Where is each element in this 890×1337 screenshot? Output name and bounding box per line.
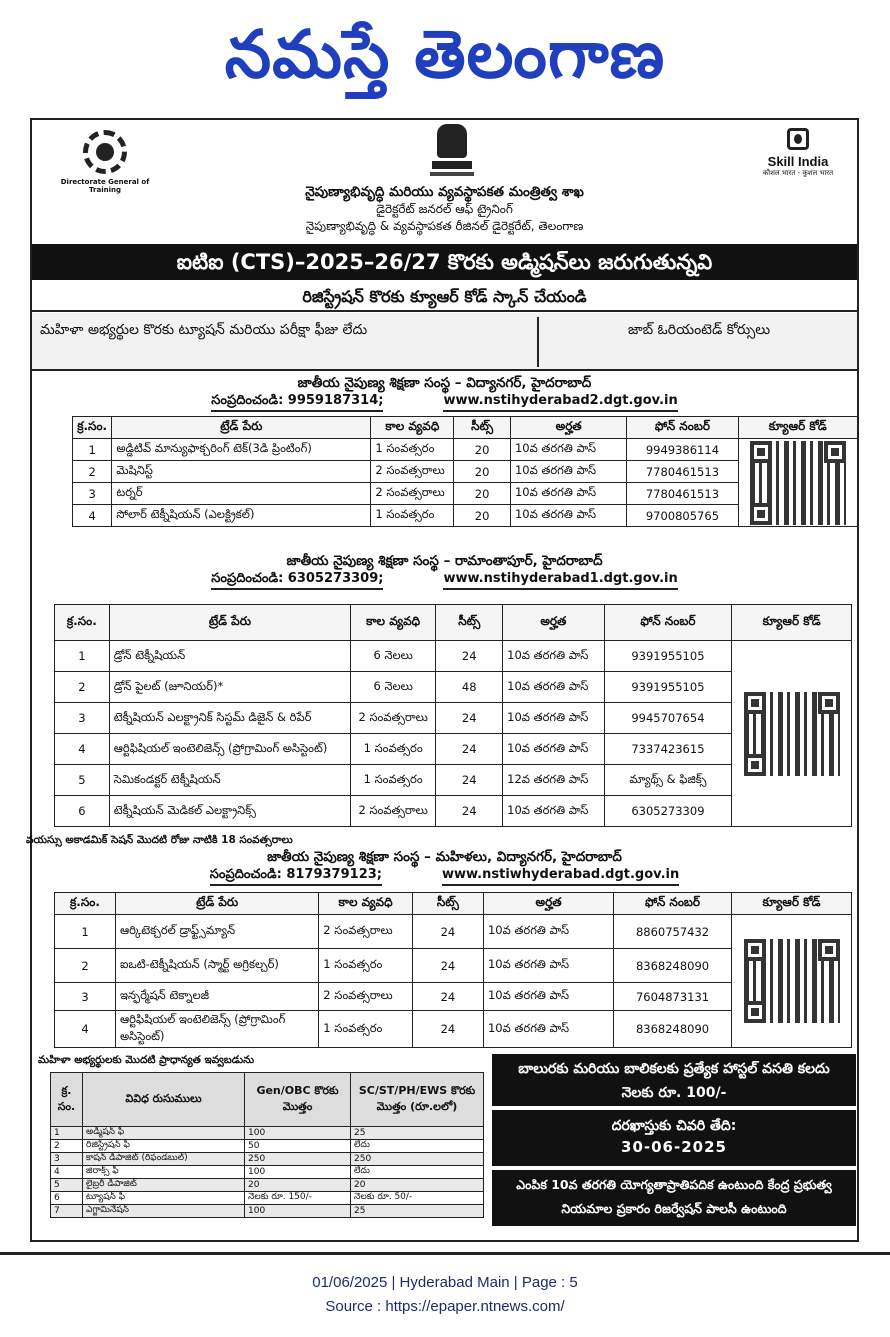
gen-amount: 100 (245, 1205, 351, 1218)
sno: 4 (55, 1011, 116, 1048)
sno: 3 (55, 703, 110, 734)
duration: 6 నెలలు (351, 672, 436, 703)
footer-date-line: 01/06/2025 | Hyderabad Main | Page : 5 (312, 1274, 578, 1291)
duration: 1 సంవత్సరం (319, 1011, 413, 1048)
seats: 24 (436, 703, 503, 734)
ministry-name: నైపుణ్యాభివృద్ధి మరియు వ్యవస్థాపకత మంత్రిత్వ శాఖ (305, 184, 584, 200)
seats: 24 (412, 949, 483, 983)
col-header: క్ర.సం. (55, 893, 116, 915)
sc-amount: 25 (351, 1205, 484, 1218)
qr-code-icon[interactable] (750, 441, 846, 525)
institute-name: జాతీయ నైపుణ్య శిక్షణా సంస్థ – విద్యానగర్, హైదరాబాద్ (297, 375, 592, 391)
sc-amount: నెలకు రూ. 50/- (351, 1192, 484, 1205)
trade-name: ఐఒటి-టెక్నీషియన్ (స్మార్ట్ అగ్రికల్చర్) (115, 949, 318, 983)
qualification: 10వ తరగతి పాస్ (503, 796, 604, 827)
trade-name: ఆర్టిఫిషియల్ ఇంటెలిజెన్స్ (ప్రోగ్రామింగ్ అసిస్టెంట్) (115, 1011, 318, 1048)
fees-row (51, 1153, 484, 1166)
qualification: 10వ తరగతి పాస్ (483, 915, 613, 949)
deadline-date: 30-06-2025 (621, 1138, 727, 1156)
dgt-caption: Directorate General of Training (60, 178, 150, 194)
phone: 7604873131 (614, 983, 732, 1011)
fee-item: రిజిస్ట్రేషన్ ఫీ (83, 1140, 245, 1153)
trade-name: మెషినిస్ట్ (112, 461, 371, 483)
phone: 9949386114 (627, 439, 738, 461)
qr-cell (732, 641, 852, 827)
col-header: కాల వ్యవధి (371, 417, 454, 439)
fees-row (51, 1192, 484, 1205)
institute-heading (32, 374, 857, 412)
hostel-notice: బాలురకు మరియు బాలికలకు ప్రత్యేక హాస్టల్ వసతి కలదు నెలకు రూ. 100/- (492, 1054, 856, 1106)
qr-code-icon[interactable] (744, 939, 840, 1023)
job-oriented-notice: జాబ్ ఓరియంటెడ్ కోర్సులు (627, 322, 771, 338)
phone: 8368248090 (614, 1011, 732, 1048)
phone: మ్యాథ్స్ & ఫిజిక్స్ (604, 765, 732, 796)
sno: 4 (73, 505, 112, 527)
gen-amount: 50 (245, 1140, 351, 1153)
masthead (0, 0, 890, 110)
qualification: 10వ తరగతి పాస్ (510, 505, 626, 527)
duration: 2 సంవత్సరాలు (371, 483, 454, 505)
trade-name: సెమికండక్టర్ టెక్నీషియన్ (109, 765, 350, 796)
trade-name: డ్రోన్ పైలట్ (జూనియర్)* (109, 672, 350, 703)
sno: 2 (73, 461, 112, 483)
fees-col-header: SC/ST/PH/EWS కొరకు మొత్తం (రూ.లలో) (351, 1073, 484, 1127)
duration: 1 సంవత్సరం (371, 439, 454, 461)
skill-india-tagline: कौशल भारत - कुशल भारत (762, 169, 834, 177)
regional-directorate: నైపుణ్యాభివృద్ధి & వ్యవస్థాపకత రీజినల్ డైరెక్టరేట్, తెలంగాణ (305, 219, 584, 233)
sc-amount: లేదు (351, 1140, 484, 1153)
phone: 9700805765 (627, 505, 738, 527)
sno: 5 (55, 765, 110, 796)
header-block (32, 184, 857, 235)
seats: 24 (412, 1011, 483, 1048)
qualification: 10వ తరగతి పాస్ (510, 461, 626, 483)
col-header: కాల వ్యవధి (319, 893, 413, 915)
footer-source-line: Source : https://epaper.ntnews.com/ (325, 1298, 565, 1315)
institute-contact (32, 866, 857, 886)
qualification: 10వ తరగతి పాస్ (503, 734, 604, 765)
trade-name: ఆర్టిఫిషియల్ ఇంటెలిజెన్స్ (ప్రోగ్రామింగ్ అసిస్టెంట్) (109, 734, 350, 765)
women-priority-note: మహిళా అభ్యర్థులకు మొదటి ప్రాధాన్యత ఇవ్వబడును (38, 1054, 255, 1066)
trade-name: టెక్నీషియన్ ఎలక్ట్రానిక్ సిస్టమ్ డిజైన్ & రిపేర్ (109, 703, 350, 734)
duration: 1 సంవత్సరం (371, 505, 454, 527)
selection-notice: ఎంపిక 10వ తరగతి యోగ్యతాప్రాతిపదిక ఉంటుంది కేంద్ర ప్రభుత్వ నియమాల ప్రకారం రిజర్వేషన్ పాలసీ ఉంటుంది (492, 1170, 856, 1226)
sno: 4 (51, 1166, 83, 1179)
skill-india-logo (753, 128, 843, 178)
trade-name: సోలార్ టెక్నీషియన్ (ఎలక్ట్రికల్) (112, 505, 371, 527)
trade-name: ఇన్ఫర్మేషన్ టెక్నాలజీ (115, 983, 318, 1011)
women-fee-notice: మహిళా అభ్యర్థుల కొరకు ట్యూషన్ మరియు పరీక్షా ఫీజు లేదు (40, 322, 368, 338)
sno: 5 (51, 1179, 83, 1192)
fees-col-header: క్ర. సం. (51, 1073, 83, 1127)
fees-row (51, 1179, 484, 1192)
col-header: అర్హత (503, 605, 604, 641)
col-header: క్యూఆర్ కోడ్ (732, 605, 852, 641)
fees-col-header: వివిధ రుసుములు (83, 1073, 245, 1127)
fees-col-header: Gen/OBC కొరకు మొత్తం (245, 1073, 351, 1127)
gen-amount: 100 (245, 1127, 351, 1140)
qualification: 10వ తరగతి పాస్ (510, 483, 626, 505)
seats: 24 (436, 765, 503, 796)
qualification: 10వ తరగతి పాస్ (503, 641, 604, 672)
qr-cell (738, 439, 857, 527)
gear-icon (83, 130, 127, 174)
duration: 2 సంవత్సరాలు (371, 461, 454, 483)
phone: 7780461513 (627, 483, 738, 505)
qr-cell (732, 915, 852, 1048)
phone: 7337423615 (604, 734, 732, 765)
sno: 2 (51, 1140, 83, 1153)
newspaper-name: నమస్తే తెలంగాణ (224, 15, 666, 93)
col-header: క్ర.సం. (73, 417, 112, 439)
contact-number: సంప్రదించండి: 9959187314; (211, 392, 383, 412)
sno: 3 (51, 1153, 83, 1166)
col-header: సీట్స్ (436, 605, 503, 641)
institute-name: జాతీయ నైపుణ్య శిక్షణా సంస్థ – మహిళలు, విద్యానగర్, హైదరాబాద్ (267, 849, 622, 865)
seats: 24 (412, 915, 483, 949)
phone: 8368248090 (614, 949, 732, 983)
fees-row (51, 1127, 484, 1140)
institute-contact (32, 392, 857, 412)
institute-heading (32, 552, 857, 590)
contact-number: సంప్రదించండి: 6305273309; (211, 570, 383, 590)
col-header: ట్రేడ్ పేరు (109, 605, 350, 641)
phone: 7780461513 (627, 461, 738, 483)
duration: 1 సంవత్సరం (319, 949, 413, 983)
institute-table (72, 416, 858, 527)
table-row (73, 439, 858, 461)
fee-item: లైబ్రరీ డిపాజిట్ (83, 1179, 245, 1192)
qualification: 10వ తరగతి పాస్ (510, 439, 626, 461)
fees-row (51, 1166, 484, 1179)
sc-amount: 250 (351, 1153, 484, 1166)
phone: 9945707654 (604, 703, 732, 734)
seats: 20 (454, 461, 511, 483)
seats: 24 (436, 734, 503, 765)
col-header: సీట్స్ (454, 417, 511, 439)
website-link[interactable]: www.nstihyderabad2.dgt.gov.in (443, 392, 677, 412)
qualification: 10వ తరగతి పాస్ (483, 949, 613, 983)
sno: 3 (55, 983, 116, 1011)
sno: 7 (51, 1205, 83, 1218)
seats: 48 (436, 672, 503, 703)
fees-table (50, 1072, 484, 1218)
duration: 1 సంవత్సరం (351, 765, 436, 796)
scan-qr-line: రిజిస్ట్రేషన్ కొరకు క్యూఆర్ కోడ్ స్కాన్ చేయండి (32, 282, 857, 312)
fees-row (51, 1140, 484, 1153)
table-row (55, 641, 852, 672)
footer-divider (0, 1252, 890, 1255)
sno: 1 (55, 641, 110, 672)
seats: 24 (412, 983, 483, 1011)
trade-name: ఆర్కిటెక్చరల్ డ్రాఫ్ట్స్‌మ్యాన్ (115, 915, 318, 949)
trade-name: టర్నర్ (112, 483, 371, 505)
contact-number: సంప్రదించండి: 8179379123; (210, 866, 382, 886)
institute-table (54, 892, 852, 1048)
qualification: 10వ తరగతి పాస్ (483, 1011, 613, 1048)
age-note: వయస్సు అకాడమిక్ సెషన్ మొదటి రోజు నాటికి 18 సంవత్సరాలు (26, 834, 293, 846)
skill-india-icon (787, 128, 809, 150)
institute-contact (32, 570, 857, 590)
qualification: 10వ తరగతి పాస్ (483, 983, 613, 1011)
trade-name: అడ్డిటివ్ మాన్యుఫాక్చరింగ్ టెక్(3డి ప్రింటింగ్) (112, 439, 371, 461)
gen-amount: 20 (245, 1179, 351, 1192)
directorate-name: డైరెక్టరేట్ జనరల్ ఆఫ్ ట్రైనింగ్ (376, 202, 513, 216)
col-header: ట్రేడ్ పేరు (115, 893, 318, 915)
col-header: క్ర.సం. (55, 605, 110, 641)
gen-amount: 250 (245, 1153, 351, 1166)
admission-banner: ఐటిఐ (CTS)–2025–26/27 కొరకు అడ్మిషన్‌లు జరుగుతున్నవి (32, 244, 857, 280)
institute-table (54, 604, 852, 827)
col-header: క్యూఆర్ కోడ్ (732, 893, 852, 915)
sno: 4 (55, 734, 110, 765)
sno: 1 (73, 439, 112, 461)
sno: 6 (55, 796, 110, 827)
institute-heading (32, 848, 857, 886)
sno: 2 (55, 672, 110, 703)
gen-amount: నెలకు రూ. 150/- (245, 1192, 351, 1205)
duration: 6 నెలలు (351, 641, 436, 672)
phone: 9391955105 (604, 641, 732, 672)
qualification: 12వ తరగతి పాస్ (503, 765, 604, 796)
phone: 9391955105 (604, 672, 732, 703)
duration: 2 సంవత్సరాలు (351, 703, 436, 734)
seats: 24 (436, 796, 503, 827)
sc-amount: 20 (351, 1179, 484, 1192)
website-link[interactable]: www.nstiwhyderabad.dgt.gov.in (442, 866, 679, 886)
duration: 2 సంవత్సరాలు (351, 796, 436, 827)
duration: 2 సంవత్సరాలు (319, 915, 413, 949)
institute-name: జాతీయ నైపుణ్య శిక్షణా సంస్థ – రామాంతాపూర్, హైదరాబాద్ (286, 553, 603, 569)
col-header: సీట్స్ (412, 893, 483, 915)
seats: 20 (454, 483, 511, 505)
fee-item: జిరాక్స్ ఫీ (83, 1166, 245, 1179)
seats: 24 (436, 641, 503, 672)
qualification: 10వ తరగతి పాస్ (503, 703, 604, 734)
national-emblem-icon (428, 124, 476, 184)
fee-item: ఎగ్జామినేషన్ (83, 1205, 245, 1218)
iti-admission-advertisement (26, 118, 859, 1242)
col-header: ఫోన్ నంబర్ (604, 605, 732, 641)
sc-amount: లేదు (351, 1166, 484, 1179)
col-header: క్యూఆర్ కోడ్ (738, 417, 857, 439)
col-header: ట్రేడ్ పేరు (112, 417, 371, 439)
seats: 20 (454, 505, 511, 527)
seats: 20 (454, 439, 511, 461)
deadline-box (492, 1110, 856, 1166)
phone: 6305273309 (604, 796, 732, 827)
fee-item: ట్యూషన్ ఫీ (83, 1192, 245, 1205)
col-header: ఫోన్ నంబర్ (614, 893, 732, 915)
qr-code-icon[interactable] (744, 692, 840, 776)
duration: 1 సంవత్సరం (351, 734, 436, 765)
sno: 2 (55, 949, 116, 983)
col-header: ఫోన్ నంబర్ (627, 417, 738, 439)
sno: 1 (55, 915, 116, 949)
trade-name: టెక్నీషియన్ మెడికల్ ఎలక్ట్రానిక్స్ (109, 796, 350, 827)
col-header: కాల వ్యవధి (351, 605, 436, 641)
fees-row (51, 1205, 484, 1218)
sno: 3 (73, 483, 112, 505)
sc-amount: 25 (351, 1127, 484, 1140)
table-row (55, 915, 852, 949)
qualification: 10వ తరగతి పాస్ (503, 672, 604, 703)
deadline-label: దరఖాస్తుకు చివరి తేది: (611, 1118, 737, 1134)
divider (537, 317, 539, 367)
duration: 2 సంవత్సరాలు (319, 983, 413, 1011)
fee-notice (32, 313, 857, 371)
fee-item: కాషన్ డిపాజిట్ (రిఫండబుల్) (83, 1153, 245, 1166)
sno: 6 (51, 1192, 83, 1205)
col-header: అర్హత (483, 893, 613, 915)
skill-india-brand: Skill India (767, 154, 829, 169)
trade-name: డ్రోన్ టెక్నీషియన్ (109, 641, 350, 672)
fee-item: అడ్మిషన్ ఫీ (83, 1127, 245, 1140)
website-link[interactable]: www.nstihyderabad1.dgt.gov.in (443, 570, 677, 590)
col-header: అర్హత (510, 417, 626, 439)
gen-amount: 100 (245, 1166, 351, 1179)
phone: 8860757432 (614, 915, 732, 949)
sno: 1 (51, 1127, 83, 1140)
